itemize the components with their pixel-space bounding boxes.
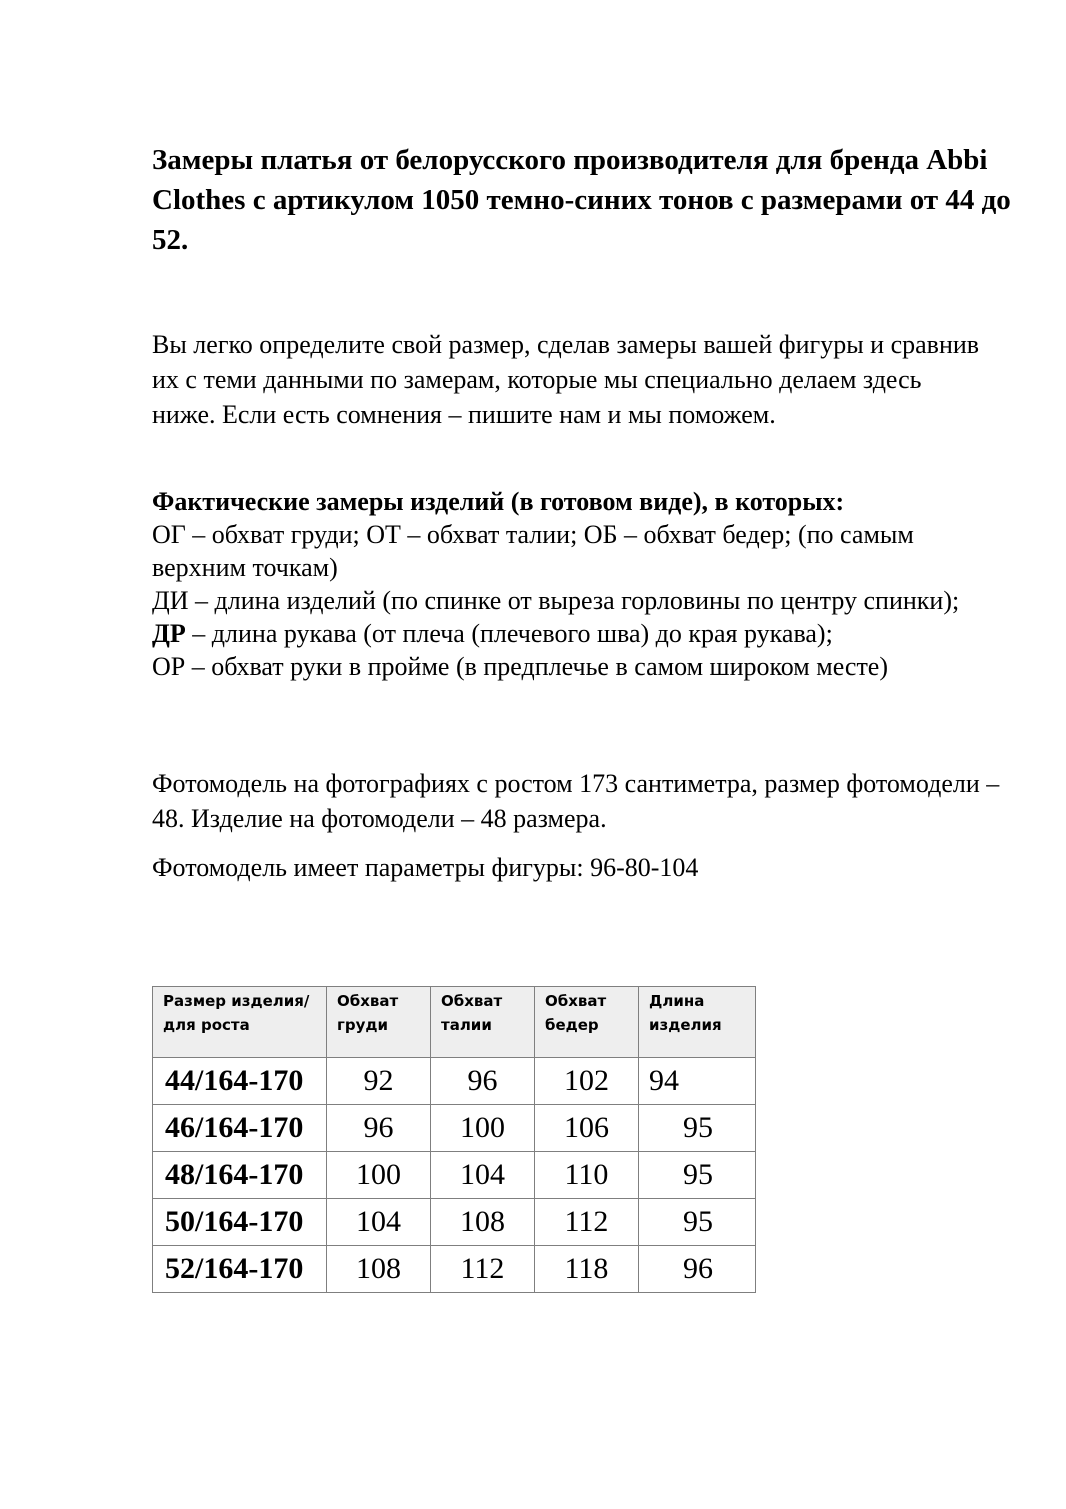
length-cell: 95 (639, 1152, 756, 1199)
header-hips: Обхват бедер (535, 987, 639, 1058)
definitions-block (152, 485, 1012, 683)
size-cell: 44/164-170 (153, 1058, 327, 1105)
definition-dr-abbr: ДР (152, 619, 186, 648)
header-size: Размер изделия/для роста (153, 987, 327, 1058)
waist-cell: 104 (431, 1152, 535, 1199)
header-chest: Обхват груди (327, 987, 431, 1058)
document-title: Замеры платья от белорусского производителя для бренда Abbi Clothes с артикулом 1050 темно-синих тонов с размерами от 44 до 52. (152, 144, 1011, 256)
definition-or: ОР – обхват руки в пройме (в предплечье в самом широком месте) (152, 652, 888, 681)
length-cell: 94 (639, 1058, 756, 1105)
waist-cell: 112 (431, 1246, 535, 1293)
chest-cell: 108 (327, 1246, 431, 1293)
waist-cell: 108 (431, 1199, 535, 1246)
model-params: Фотомодель имеет параметры фигуры: 96-80-104 (152, 853, 699, 882)
chest-cell: 104 (327, 1199, 431, 1246)
hips-cell: 106 (535, 1105, 639, 1152)
waist-cell: 96 (431, 1058, 535, 1105)
length-cell: 95 (639, 1105, 756, 1152)
chest-cell: 92 (327, 1058, 431, 1105)
table-row (153, 1199, 756, 1246)
hips-cell: 112 (535, 1199, 639, 1246)
definitions-heading: Фактические замеры изделий (в готовом виде), в которых: (152, 487, 845, 516)
chest-cell: 100 (327, 1152, 431, 1199)
hips-cell: 118 (535, 1246, 639, 1293)
waist-cell: 100 (431, 1105, 535, 1152)
chest-cell: 96 (327, 1105, 431, 1152)
definition-og-ot-ob: ОГ – обхват груди; ОТ – обхват талии; ОБ – обхват бедер; (по самым верхним точкам) (152, 520, 914, 582)
size-cell: 48/164-170 (153, 1152, 327, 1199)
table-row (153, 1246, 756, 1293)
size-table (152, 986, 756, 1293)
definition-dr-text: – длина рукава (от плеча (плечевого шва) до края рукава); (185, 619, 833, 648)
size-cell: 50/164-170 (153, 1199, 327, 1246)
definition-di: ДИ – длина изделий (по спинке от выреза горловины по центру спинки); (152, 586, 960, 615)
length-cell: 95 (639, 1199, 756, 1246)
length-cell: 96 (639, 1246, 756, 1293)
hips-cell: 102 (535, 1058, 639, 1105)
header-waist: Обхват талии (431, 987, 535, 1058)
hips-cell: 110 (535, 1152, 639, 1199)
table-header-row (153, 987, 756, 1058)
size-cell: 52/164-170 (153, 1246, 327, 1293)
size-cell: 46/164-170 (153, 1105, 327, 1152)
model-info: Фотомодель на фотографиях с ростом 173 сантиметра, размер фотомодели – 48. Изделие на фотомодели – 48 размера. (152, 769, 1000, 833)
header-length: Длина изделия (639, 987, 756, 1058)
table-row (153, 1058, 756, 1105)
definition-dr (152, 617, 1012, 650)
table-row (153, 1152, 756, 1199)
intro-paragraph: Вы легко определите свой размер, сделав замеры вашей фигуры и сравнив их с теми данными по замерам, которые мы специально делаем здесь ниже. Если есть сомнения – пишите нам и мы поможем. (152, 330, 980, 429)
table-row (153, 1105, 756, 1152)
